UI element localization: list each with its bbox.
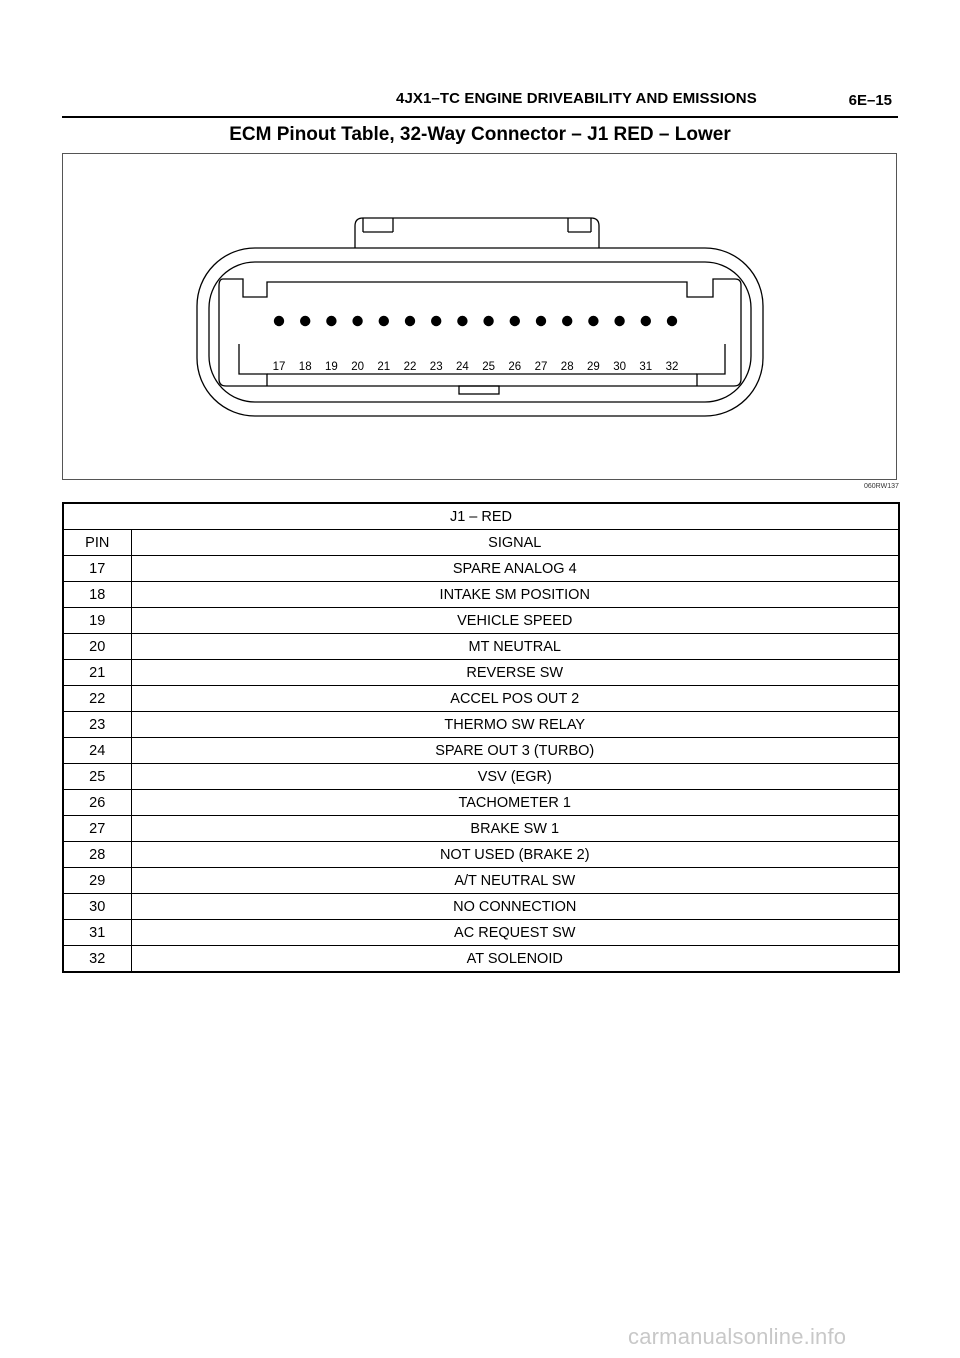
pin-cell: 30 <box>63 894 131 920</box>
table-caption: J1 – RED <box>63 503 899 530</box>
connector-pin <box>352 316 362 326</box>
pin-cell: 31 <box>63 920 131 946</box>
connector-pin <box>483 316 493 326</box>
pin-label: 20 <box>351 361 364 373</box>
signal-cell: INTAKE SM POSITION <box>131 582 899 608</box>
connector-pin <box>300 316 310 326</box>
pin-cell: 22 <box>63 686 131 712</box>
table-row <box>63 712 899 738</box>
connector-pin <box>379 316 389 326</box>
table-row <box>63 660 899 686</box>
pin-label: 27 <box>534 361 548 373</box>
pin-label: 29 <box>587 361 600 373</box>
table-row <box>63 894 899 920</box>
table-row <box>63 556 899 582</box>
pin-label: 22 <box>403 361 417 373</box>
pin-cell: 18 <box>63 582 131 608</box>
signal-cell: MT NEUTRAL <box>131 634 899 660</box>
table-row <box>63 608 899 634</box>
signal-cell: REVERSE SW <box>131 660 899 686</box>
signal-cell: A/T NEUTRAL SW <box>131 868 899 894</box>
signal-cell: THERMO SW RELAY <box>131 712 899 738</box>
pin-label: 32 <box>665 361 679 373</box>
watermark: carmanualsonline.info <box>628 1324 847 1349</box>
signal-cell: SPARE OUT 3 (TURBO) <box>131 738 899 764</box>
pin-cell: 23 <box>63 712 131 738</box>
signal-cell: VSV (EGR) <box>131 764 899 790</box>
pin-label: 18 <box>298 361 312 373</box>
connector-pin <box>457 316 467 326</box>
pin-label: 28 <box>560 361 574 373</box>
pin-label: 17 <box>272 361 286 373</box>
table-row <box>63 868 899 894</box>
pin-cell: 24 <box>63 738 131 764</box>
connector-figure <box>62 153 897 480</box>
pin-cell: 29 <box>63 868 131 894</box>
column-header-pin: PIN <box>63 530 131 556</box>
pin-cell: 19 <box>63 608 131 634</box>
table-row <box>63 920 899 946</box>
connector-pin <box>536 316 546 326</box>
table-row <box>63 842 899 868</box>
table-row <box>63 738 899 764</box>
pin-label: 31 <box>639 361 653 373</box>
signal-cell: SPARE ANALOG 4 <box>131 556 899 582</box>
pinout-table <box>62 502 900 973</box>
table-row <box>63 634 899 660</box>
pin-cell: 17 <box>63 556 131 582</box>
pin-cell: 21 <box>63 660 131 686</box>
connector-pin <box>326 316 336 326</box>
pin-label: 21 <box>377 361 391 373</box>
pin-cell: 32 <box>63 946 131 973</box>
pin-cell: 25 <box>63 764 131 790</box>
pin-label: 19 <box>325 361 338 373</box>
connector-pin <box>405 316 415 326</box>
pin-label: 30 <box>613 361 626 373</box>
page-title: ECM Pinout Table, 32-Way Connector – J1 RED – Lower <box>229 124 731 145</box>
pin-label: 24 <box>456 361 469 373</box>
connector-diagram <box>63 154 898 481</box>
signal-cell: BRAKE SW 1 <box>131 816 899 842</box>
column-header-signal: SIGNAL <box>131 530 899 556</box>
connector-pin <box>667 316 677 326</box>
table-row <box>63 946 899 973</box>
pin-cell: 20 <box>63 634 131 660</box>
connector-pin <box>614 316 624 326</box>
pin-cell: 28 <box>63 842 131 868</box>
pin-label: 26 <box>508 361 522 373</box>
signal-cell: NOT USED (BRAKE 2) <box>131 842 899 868</box>
table-row <box>63 790 899 816</box>
connector-pin <box>562 316 572 326</box>
table-row <box>63 764 899 790</box>
connector-pin <box>641 316 651 326</box>
table-header-row <box>63 530 899 556</box>
page-header <box>62 88 898 118</box>
signal-cell: NO CONNECTION <box>131 894 899 920</box>
table-caption-row <box>63 503 899 530</box>
connector-pin <box>274 316 284 326</box>
connector-pin <box>510 316 520 326</box>
figure-code: 060RW137 <box>864 483 899 490</box>
table-row <box>63 686 899 712</box>
pin-cell: 27 <box>63 816 131 842</box>
signal-cell: VEHICLE SPEED <box>131 608 899 634</box>
signal-cell: AT SOLENOID <box>131 946 899 973</box>
header-title: 4JX1–TC ENGINE DRIVEABILITY AND EMISSIONS <box>396 90 757 107</box>
table-row <box>63 582 899 608</box>
pin-label: 23 <box>429 361 443 373</box>
signal-cell: ACCEL POS OUT 2 <box>131 686 899 712</box>
connector-pin <box>588 316 598 326</box>
pin-cell: 26 <box>63 790 131 816</box>
pin-label: 25 <box>482 361 495 373</box>
table-row <box>63 816 899 842</box>
signal-cell: TACHOMETER 1 <box>131 790 899 816</box>
page-number: 6E–15 <box>848 92 892 109</box>
signal-cell: AC REQUEST SW <box>131 920 899 946</box>
connector-pin <box>431 316 441 326</box>
